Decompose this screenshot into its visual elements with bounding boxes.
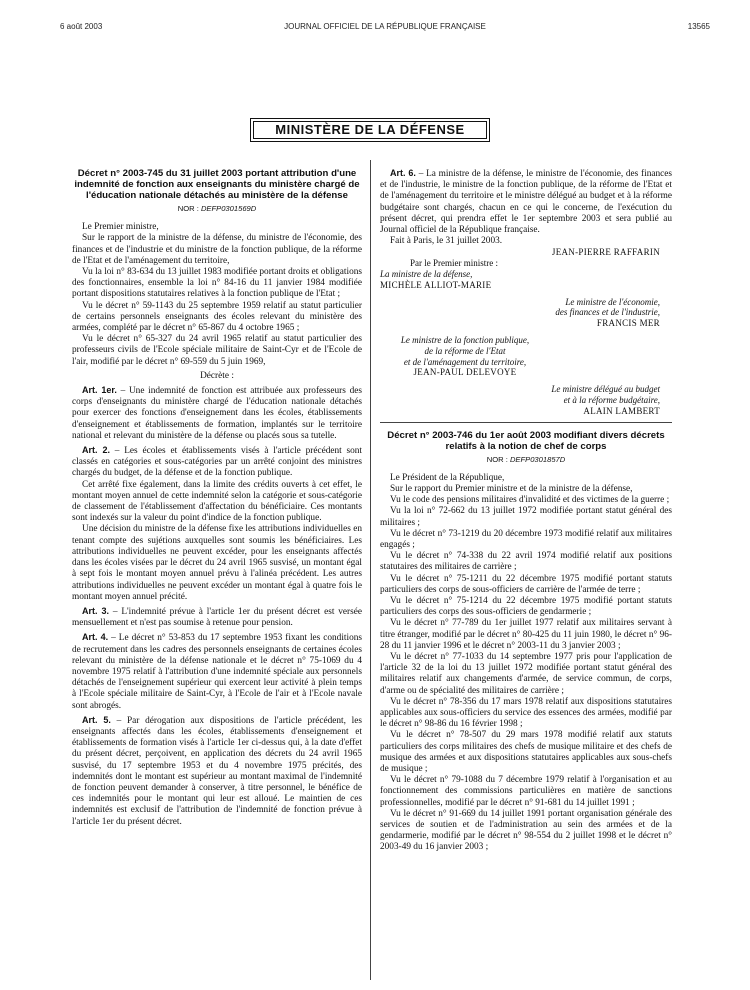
nor-reference xyxy=(380,454,672,465)
signature-by-pm: Par le Premier ministre : xyxy=(410,258,498,269)
signature-economy xyxy=(380,297,672,329)
article-label: Art. 3. xyxy=(82,605,110,616)
article-text: – Les écoles et établissements visés à l'article précédent sont classés en catégories et sous-catégories par un arrêté conjoint des ministres chargés du budget, de la défense et de la fonction publique. xyxy=(72,446,362,479)
decree-paragraph: Vu le décret n° 75-1214 du 22 décembre 1975 modifié portant statuts particuliers des corps des sous-officiers de gendarmerie ; xyxy=(380,596,672,618)
header-journal-title: JOURNAL OFFICIEL DE LA RÉPUBLIQUE FRANÇAISE xyxy=(284,22,486,31)
article-label: Art. 2. xyxy=(82,445,110,456)
ministry-heading-text: MINISTÈRE DE LA DÉFENSE xyxy=(275,122,465,137)
nor-label: NOR : xyxy=(177,204,199,213)
done-at-line: Fait à Paris, le 31 juillet 2003. xyxy=(390,236,503,247)
signature-fp-title: de la réforme de l'Etat xyxy=(424,345,506,356)
decree-paragraph: Le Président de la République, xyxy=(390,472,505,483)
signature-budget-title: Le ministre délégué au budget xyxy=(551,384,660,395)
decrete-line: Décrète : xyxy=(200,370,234,381)
decree-paragraph: Vu la loi n° 72-662 du 13 juillet 1972 modifiée portant statut général des militaires ; xyxy=(380,506,672,528)
decree-paragraph: Vu le décret n° 77-1033 du 14 septembre 1977 pris pour l'application de l'article 32 de la loi du 13 juillet 1972 modifiée portant statut général des militaires relatif aux changements d'armée, de service commun, de corps, d'arme ou de spécialité des militaires de carrière ; xyxy=(380,652,672,696)
article xyxy=(72,632,362,711)
decree-paragraph: Le Premier ministre, xyxy=(82,222,159,233)
signature-budget-title: et à la réforme budgétaire, xyxy=(563,394,660,405)
nor-code: DEFP0301569D xyxy=(200,204,257,213)
article xyxy=(72,445,362,480)
decree-paragraph: Vu le décret n° 73-1219 du 20 décembre 1973 modifié relatif aux militaires engagés ; xyxy=(380,528,672,550)
article-text: – Le décret n° 53-853 du 17 septembre 1953 fixant les conditions de recrutement dans les cadres des personnels enseignants de certaines écoles relevant du ministère de la défense nationale et le décret n° 75-1069 du 4 novembre 1975 relatif à l'attribution d'une indemnité spéciale aux personnels détachés de l'enseignement supérieur qui exercent leur activité à plein temps à l'Ecole spéciale militaire de Saint-Cyr, à l'Ecole de l'air et à l'Ecole navale sont abrogés. xyxy=(72,633,362,711)
decree-paragraph: Vu le décret n° 65-327 du 24 avril 1965 relatif au statut particulier des professeurs civils de l'Ecole spéciale militaire de Saint-Cyr et de l'Ecole de l'air, modifié par le décret n° 69-559 du 5 juin 1969, xyxy=(72,334,362,367)
decree-paragraph: Vu le décret n° 79-1088 du 7 décembre 1979 relatif à l'organisation et au fonctionnement des commissions particulières en matière de sanctions professionnelles, modifié par le décret n° 91-681 du 14 juillet 1991 ; xyxy=(380,775,672,808)
article-label: Art. 6. xyxy=(390,168,416,178)
article-text: – Une indemnité de fonction est attribuée aux professeurs des corps d'enseignants du ministère chargé de l'éducation nationale détachés pour exercer des fonctions d'enseignement dans les écoles, établissements d'enseignement et établissements de formation, implantés sur le territoire national et relevant du ministère de la défense ou placés sous sa tutelle. xyxy=(72,386,362,441)
signature-budget xyxy=(380,384,672,416)
decree-paragraph: Vu le décret n° 78-356 du 17 mars 1978 relatif aux dispositions statutaires applicables aux sous-officiers du service des essences des armées, modifié par le décret n° 98-86 du 16 février 1998 ; xyxy=(380,696,672,730)
column-divider xyxy=(370,160,371,980)
decree-separator xyxy=(380,422,672,423)
article xyxy=(72,606,362,629)
decree-title: Décret n° 2003-745 du 31 juillet 2003 portant attribution d'une indemnité de fonction aux enseignants du ministère chargé de l'éducation nationale détachés au ministère de la défense xyxy=(74,168,360,201)
signature-fp xyxy=(380,335,550,378)
article-paragraph: Une décision du ministre de la défense fixe les attributions individuelles en tenant compte des sujétions auxquelles sont soumis les bénéficiaires. Les attributions individuelles ne peuvent excéder, pour les enseignants affectés dans les écoles visées par le décret du 24 avril 1965 susvisé, un montant égal à sept fois le montant moyen annuel prévu à l'alinéa précédent. Les autres attributions individuelles ne peuvent excéder un montant égal à quatre fois le montant moyen annuel précité. xyxy=(72,524,362,602)
decree-paragraph: Vu le décret n° 77-789 du 1er juillet 1977 relatif aux militaires servant à titre étranger, modifié par le décret n° 80-425 du 11 juin 1980, le décret n° 96-28 du 11 janvier 1996 et le décret n° 2003-11 du 3 janvier 2003 ; xyxy=(380,618,672,651)
decree-paragraph: Sur le rapport de la ministre de la défense, du ministre de l'économie, des finances et de l'industrie et du ministre de la fonction publique, de la réforme de l'Etat et de l'aménagement du territoire, xyxy=(72,233,362,266)
signature-economy-title: Le ministre de l'économie, xyxy=(565,296,660,307)
signature-fp-title: et de l'aménagement du territoire, xyxy=(403,356,527,367)
page-header xyxy=(60,22,710,36)
signature-defense-name: MICHÈLE ALLIOT-MARIE xyxy=(380,279,492,290)
signature-budget-name: ALAIN LAMBERT xyxy=(583,405,660,416)
decree-paragraph: Vu le code des pensions militaires d'invalidité et des victimes de la guerre ; xyxy=(390,495,670,506)
decree-paragraph: Vu le décret n° 78-507 du 29 mars 1978 modifié relatif aux statuts particuliers des corps militaires des chefs de musique militaire et des chefs de musique des armées et aux dispositions statutaires applicables aux sous-chefs de musique ; xyxy=(380,730,672,775)
signature-block xyxy=(380,247,672,416)
article xyxy=(72,715,362,828)
decree-paragraph: Vu le décret n° 75-1211 du 22 décembre 1975 modifié portant statuts particuliers des corps de sous-officiers de carrière de l'armée de terre ; xyxy=(380,573,672,595)
article-paragraph: Cet arrêté fixe également, dans la limite des crédits ouverts à cet effet, le montant moyen annuel de cette indemnité selon la catégorie et sous-catégorie de classement de l'établissement d'affectation du bénéficiaire. Ces montants sont indexés sur la valeur du point d'indice de la fonction publique. xyxy=(72,479,362,524)
article-text: – Par dérogation aux dispositions de l'article précédent, les enseignants affectés dans les écoles, établissements d'enseignement et établissements de formation visés à l'article 1er ci-dessus qui, à la date d'effet du présent décret, perçoivent, en application des décrets du 24 avril 1965 susvisé, du 17 septembre 1953 et du 4 novembre 1975 précités, des indemnités dont le montant est supérieur au montant maximal de l'indemnité de fonction peuvent demander à conserver, à titre personnel, le bénéfice de ces indemnités pour le montant qui leur est alloué. Le maintien de ces indemnités est exclusif de l'attribution de l'indemnité de fonction prévue à l'article 1er du présent décret. xyxy=(72,715,362,827)
signature-defense-title: La ministre de la défense, xyxy=(380,269,473,280)
signature-pm-name: JEAN-PIERRE RAFFARIN xyxy=(551,247,660,258)
article-text: – La ministre de la défense, le ministre de l'économie, des finances et de l'industrie, le ministre de la fonction publique, de la réforme de l'Etat et de l'aménagement du territoire et le ministre délégué au budget et à la réforme budgétaire sont chargés, chacun en ce qui le concerne, de l'exécution du présent décret, qui prendra effet le 1er septembre 2003 et sera publié au Journal officiel de la République française. xyxy=(380,169,673,236)
signature-fp-name: JEAN-PAUL DELEVOYE xyxy=(413,367,517,378)
article-label: Art. 1er. xyxy=(82,385,117,396)
header-page-number: 13565 xyxy=(687,22,710,31)
article-label: Art. 4. xyxy=(82,632,109,643)
signature-economy-title: des finances et de l'industrie, xyxy=(555,307,660,318)
article-text: – L'indemnité prévue à l'article 1er du présent décret est versée mensuellement et n'est pas soumise à retenue pour pension. xyxy=(72,606,362,629)
nor-code: DEFP0301857D xyxy=(509,454,566,464)
article xyxy=(380,168,672,236)
decree-paragraph: Sur le rapport du Premier ministre et de la ministre de la défense, xyxy=(390,483,633,494)
decree-paragraph: Vu la loi n° 83-634 du 13 juillet 1983 modifiée portant droits et obligations des fonctionnaires, ensemble la loi n° 84-16 du 11 janvier 1984 modifiée portant dispositions statutaires relatives à la fonction publique de l'Etat ; xyxy=(72,267,362,300)
decree-title: Décret n° 2003-746 du 1er août 2003 modifiant divers décrets relatifs à la notion de chef de corps xyxy=(387,429,665,452)
article-label: Art. 5. xyxy=(82,714,111,725)
decree-paragraph: Vu le décret n° 74-338 du 22 avril 1974 modifié relatif aux positions statutaires des militaires de carrière ; xyxy=(380,551,672,573)
ministry-heading xyxy=(250,118,490,142)
header-date: 6 août 2003 xyxy=(60,22,103,31)
decree-paragraph: Vu le décret n° 59-1143 du 25 septembre 1959 relatif au statut particulier de certains personnels enseignants des écoles relevant du ministère des armées, complété par le décret n° 65-867 du 4 octobre 1965 ; xyxy=(72,300,362,334)
right-column xyxy=(380,168,672,854)
signature-fp-title: Le ministre de la fonction publique, xyxy=(400,335,530,345)
decree-paragraph: Vu le décret n° 91-669 du 14 juillet 1991 portant organisation générale des services de soutien et de l'administration au sein des armées et de la gendarmerie, modifié par le décret n° 98-554 du 2 juillet 1998 et le décret n° 2003-49 du 16 janvier 2003 ; xyxy=(380,808,672,853)
article xyxy=(72,385,362,442)
left-column xyxy=(72,168,362,828)
nor-label: NOR : xyxy=(486,454,508,464)
signature-economy-name: FRANCIS MER xyxy=(596,318,660,329)
nor-reference xyxy=(72,203,362,214)
